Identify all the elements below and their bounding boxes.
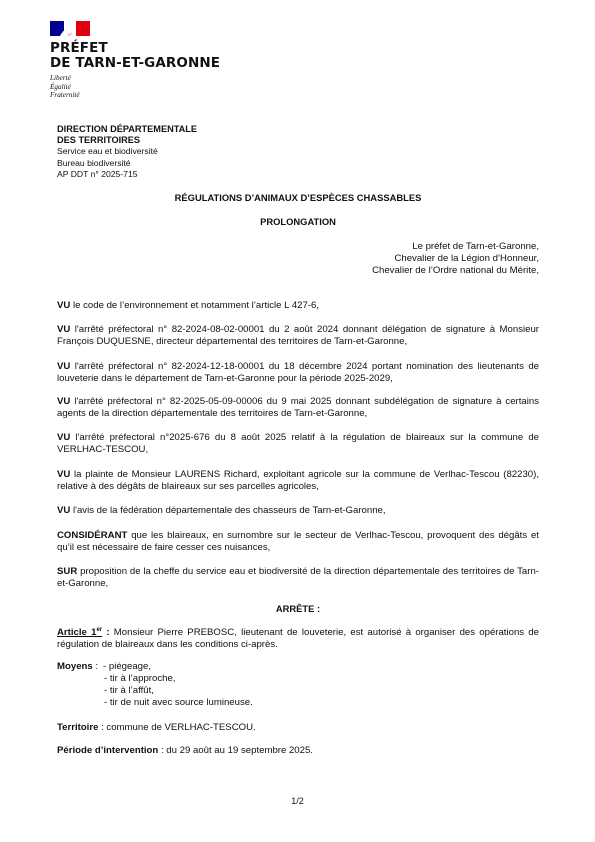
period-text: : du 29 août au 19 septembre 2025. [158, 745, 313, 756]
article-1-label [57, 627, 102, 638]
article-1-text: Monsieur Pierre PREBOSC, lieutenant de louveterie, est autorisé à organiser des opérations de régulation de blaireaux dans les conditions ci-après. [57, 627, 539, 651]
period-label: Période d’intervention [57, 745, 159, 756]
logo-line1: PRÉFET [50, 40, 108, 56]
means-colon: : [92, 661, 99, 672]
direction-line2: DES TERRITOIRES [57, 135, 141, 146]
visa-keyword: VU [57, 469, 71, 480]
page-number: 1/2 [291, 796, 304, 806]
article-1-label-sup: er [96, 627, 103, 633]
proposal-paragraph [57, 566, 539, 590]
decree-reference: AP DDT n° 2025-715 [57, 168, 138, 179]
means-label: Moyens [57, 661, 93, 672]
visa-paragraph [57, 324, 539, 348]
bureau-name: Bureau biodiversité [57, 157, 131, 168]
signer-line: Chevalier de l’Ordre national du Mérite, [372, 265, 539, 276]
visa-text: l'arrêté préfectoral n° 82-2024-08-02-00001 du 2 août 2024 donnant délégation de signature à Monsieur François DUQUESNE, directeur départemental des territoires de Tarn-et-Garonne, [57, 324, 539, 347]
republic-motto [50, 74, 80, 100]
signer-line: Le préfet de Tarn-et-Garonne, [412, 241, 539, 252]
visa-paragraph [57, 396, 539, 420]
means-item: - tir à l’affût, [104, 685, 154, 696]
visa-text: le code de l’environnement et notamment l’article L 427-6, [70, 300, 320, 311]
proposal-keyword: SUR [57, 566, 78, 577]
visa-paragraph [57, 469, 539, 493]
decision-heading: ARRÊTE : [275, 603, 321, 614]
visa-paragraph [57, 300, 539, 312]
visa-keyword: VU [57, 324, 71, 335]
visa-keyword: VU [57, 361, 71, 372]
means-block [57, 661, 253, 708]
means-list [103, 661, 253, 709]
visa-keyword: VU [57, 505, 71, 516]
document-title: RÉGULATIONS D’ANIMAUX D’ESPÈCES CHASSABLES [174, 192, 422, 203]
means-item: - tir de nuit avec source lumineuse. [104, 697, 253, 708]
visa-keyword: VU [57, 300, 71, 311]
visa-text: l'avis de la fédération départementale des chasseurs de Tarn-et-Garonne, [70, 505, 386, 516]
visa-text: la plainte de Monsieur LAURENS Richard, exploitant agricole sur la commune de Verlhac-Tescou (82230), relative à des dégâts de blaireaux sur ses parcelles agricoles, [57, 469, 539, 492]
territory-line [57, 722, 539, 734]
visa-text: l'arrêté préfectoral n° 82-2024-12-18-00001 du 18 décembre 2024 portant nomination des lieutenants de louveterie dans le département de Tarn-et-Garonne pour la période 2025-2029, [57, 361, 539, 384]
visa-keyword: VU [57, 432, 71, 443]
considerant-text: que les blaireaux, en surnombre sur le secteur de Verlhac-Tescou, provoquent des dégâts et qu’il est nécessaire de faire cesser ces nuisances, [57, 530, 539, 553]
visa-keyword: VU [57, 396, 71, 407]
territory-text: : commune de VERLHAC-TESCOU. [98, 722, 256, 733]
signer-line: Chevalier de la Légion d’Honneur, [394, 253, 539, 264]
means-item: - piégeage, [103, 661, 152, 672]
visa-text: l'arrêté préfectoral n° 82-2025-05-09-00006 du 9 mai 2025 donnant subdélégation de signature à certains agents de la direction départementale des territoires de Tarn-et-Garonne, [57, 396, 539, 419]
article-1-label-text: Article 1 [57, 627, 97, 639]
article-1-colon: : [102, 627, 110, 639]
issuing-service-block [57, 124, 197, 180]
considerant-paragraph [57, 530, 539, 554]
visa-text: l'arrêté préfectoral n°2025-676 du 8 août 2025 relatif à la régulation de blaireaux sur la commune de VERLHAC-TESCOU, [57, 432, 539, 455]
means-item: - tir à l’approche, [104, 673, 176, 684]
marianne-flag-logo [50, 21, 90, 36]
prefecture-logo-text [50, 41, 220, 71]
considerant-keyword: CONSIDÉRANT [57, 530, 128, 541]
direction-line1: DIRECTION DÉPARTEMENTALE [57, 124, 198, 134]
article-1 [57, 624, 539, 651]
period-line [57, 745, 539, 757]
motto-fraternite: Fraternité [50, 91, 80, 100]
document-subtitle: PROLONGATION [260, 216, 336, 227]
territory-label: Territoire [57, 722, 99, 733]
logo-line2: DE TARN-ET-GARONNE [50, 55, 221, 71]
motto-liberte: Liberté [50, 74, 71, 82]
proposal-text: proposition de la cheffe du service eau et biodiversité de la direction départementale des territoires de Tarn-et-Garonne, [57, 566, 539, 589]
motto-egalite: Égalité [50, 82, 71, 91]
service-name: Service eau et biodiversité [57, 146, 158, 157]
signer-block [372, 241, 539, 277]
visa-paragraph [57, 361, 539, 385]
visa-paragraph [57, 432, 539, 456]
visa-paragraph [57, 505, 539, 517]
